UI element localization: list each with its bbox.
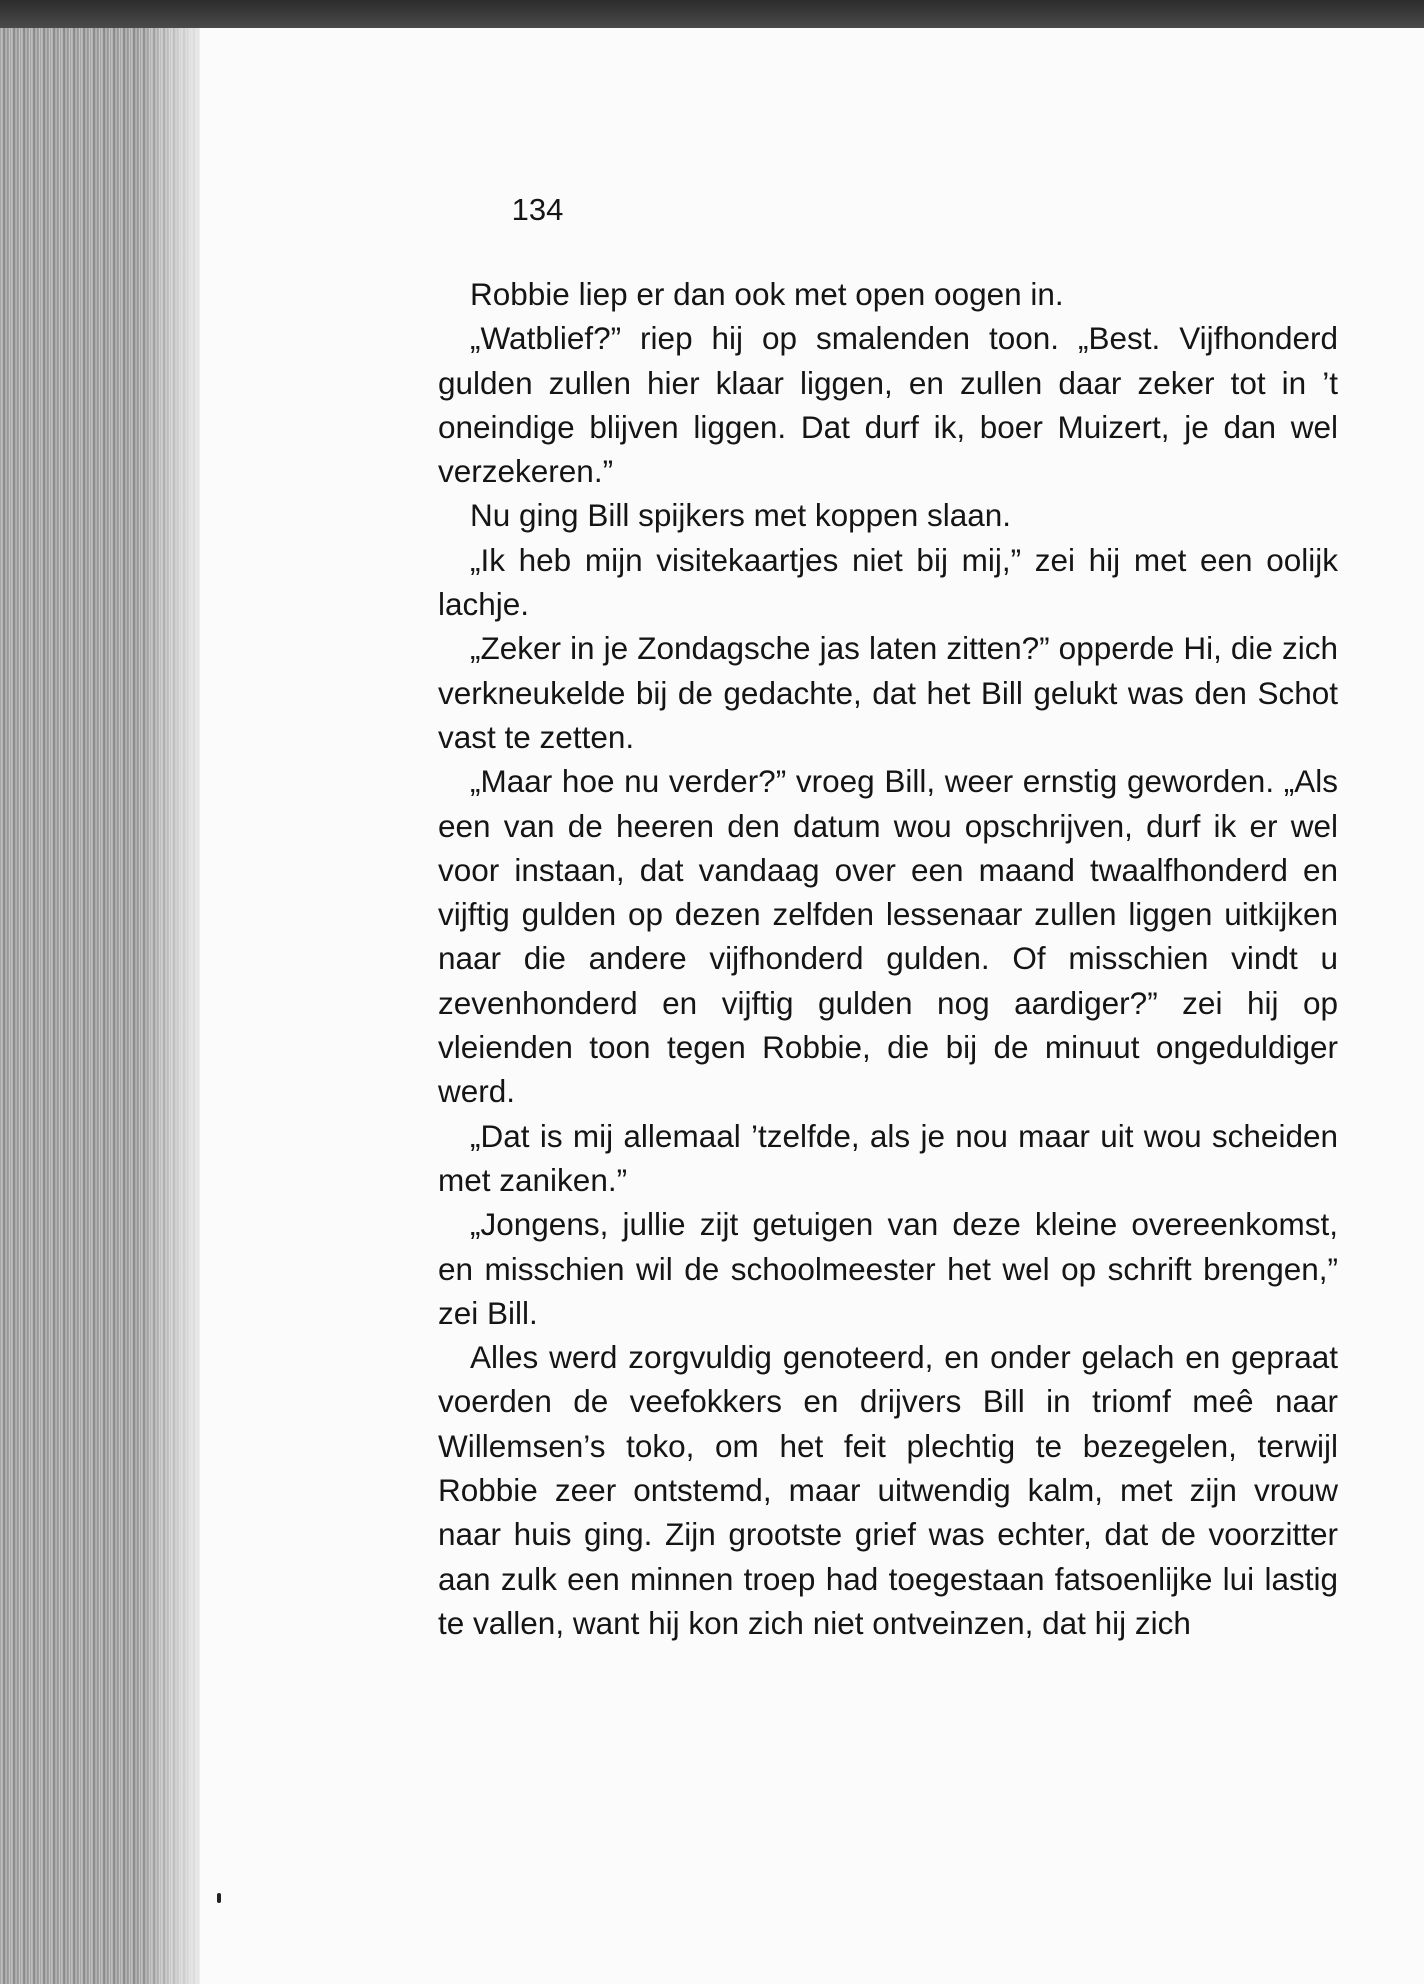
- paragraph: „Jongens, jullie zijt getuigen van deze kleine overeenkomst, en misschien wil de schoolmeester het wel op schrift brengen,” zei Bill.: [438, 1206, 1338, 1331]
- paragraph: „Zeker in je Zondagsche jas laten zitten?” opperde Hi, die zich verkneukelde bij de gedachte, dat het Bill gelukt was den Schot vast te zetten.: [438, 630, 1338, 755]
- paragraph: Alles werd zorgvuldig genoteerd, en onder gelach en gepraat voerden de veefokkers en drijvers Bill in triomf meê naar Willemsen’s toko, om het feit plechtig te bezegelen, terwijl Robbie zeer ontstemd, maar uitwendig kalm, met zijn vrouw naar huis ging. Zijn grootste grief was echter, dat de voorzitter aan zulk een minnen troep had toegestaan fatsoenlijke lui lastig te vallen, want hij kon zich niet ontveinzen, dat hij zich: [438, 1339, 1338, 1641]
- paragraph: „Dat is mij allemaal ’tzelfde, als je nou maar uit wou scheiden met zaniken.”: [438, 1117, 1338, 1198]
- paragraph: Nu ging Bill spijkers met koppen slaan.: [470, 497, 1012, 534]
- paragraph: „Ik heb mijn visitekaartjes niet bij mij,” zei hij met een oolijk lachje.: [438, 541, 1338, 623]
- body-text: [438, 272, 1338, 1645]
- page-number: 134: [511, 192, 564, 227]
- paragraph: „Watblief?” riep hij op smalenden toon. „Best. Vijfhonderd gulden zullen hier klaar liggen, en zullen daar zeker tot in ’t oneindige blijven liggen. Dat durf ik, boer Muizert, je dan wel verzekeren.”: [438, 320, 1338, 490]
- paragraph: Robbie liep er dan ook met open oogen in.: [470, 276, 1064, 312]
- scanner-top-edge: [0, 0, 1424, 28]
- page-stack-edge: [0, 28, 200, 1984]
- paragraph: „Maar hoe nu verder?” vroeg Bill, weer ernstig geworden. „Als een van de heeren den datum wou opschrijven, durf ik er wel voor instaan, dat vandaag over een maand twaalfhonderd en vijftig gulden op dezen zelfden lessenaar zullen liggen uitkijken naar die andere vijfhonderd gulden. Of misschien vindt u zevenhonderd en vijftig gulden nog aardiger?” zei hij op vleienden toon tegen Robbie, die bij de minuut ongeduldiger werd.: [438, 763, 1338, 1110]
- ink-speck: [217, 1893, 221, 1903]
